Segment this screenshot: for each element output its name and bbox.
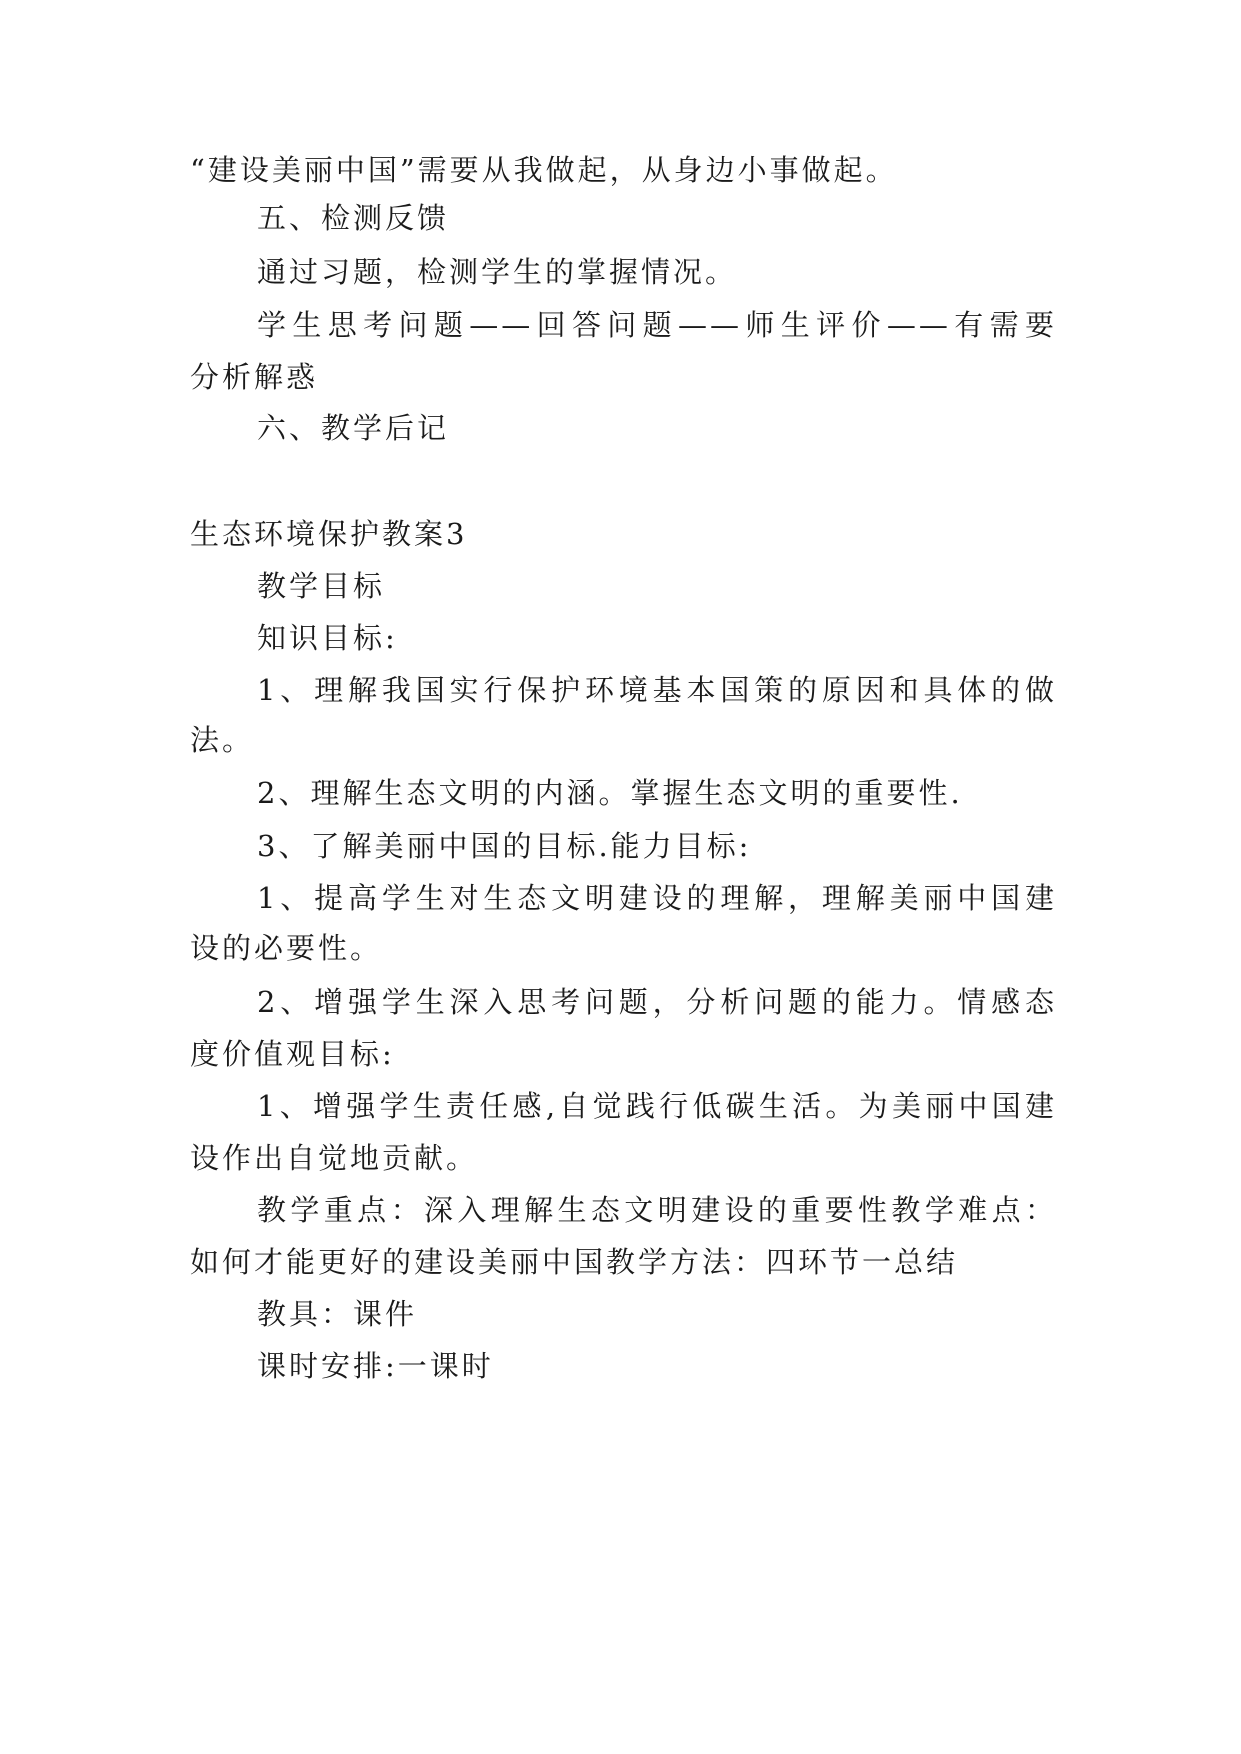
paragraph-line: 法。 [190,723,255,757]
paragraph-line: “建设美丽中国”需要从我做起，从身边小事做起。 [190,153,898,187]
paragraph-line: 3、了解美丽中国的目标.能力目标: [257,829,752,863]
paragraph-line: 通过习题，检测学生的掌握情况。 [257,255,738,289]
section-heading-objectives: 教学目标 [257,569,386,603]
paragraph-line: 教学重点：深入理解生态文明建设的重要性教学难点： [257,1193,1057,1227]
paragraph-line: 如何才能更好的建设美丽中国教学方法：四环节一总结 [190,1245,959,1279]
section-heading-postscript: 六、教学后记 [257,411,450,445]
paragraph-line: 1、理解我国实行保护环境基本国策的原因和具体的做 [257,673,1057,707]
paragraph-line: 1、增强学生责任感,自觉践行低碳生活。为美丽中国建 [257,1089,1057,1123]
paragraph-line: 学生思考问题——回答问题——师生评价——有需要 [257,308,1057,342]
paragraph-line: 2、增强学生深入思考问题，分析问题的能力。情感态 [257,985,1057,1019]
section-heading-feedback: 五、检测反馈 [257,201,450,235]
paragraph-line: 分析解惑 [190,360,319,394]
paragraph-line: 教具：课件 [257,1297,418,1331]
document-title: 生态环境保护教案3 [190,517,468,551]
paragraph-line: 课时安排:一课时 [257,1349,494,1383]
paragraph-line: 设作出自觉地贡献。 [190,1141,479,1175]
paragraph-line: 2、理解生态文明的内涵。掌握生态文明的重要性. [257,776,963,810]
subheading-knowledge: 知识目标: [257,621,398,655]
paragraph-line: 设的必要性。 [190,931,383,965]
paragraph-line: 度价值观目标: [190,1037,395,1071]
paragraph-line: 1、提高学生对生态文明建设的理解，理解美丽中国建 [257,881,1057,915]
